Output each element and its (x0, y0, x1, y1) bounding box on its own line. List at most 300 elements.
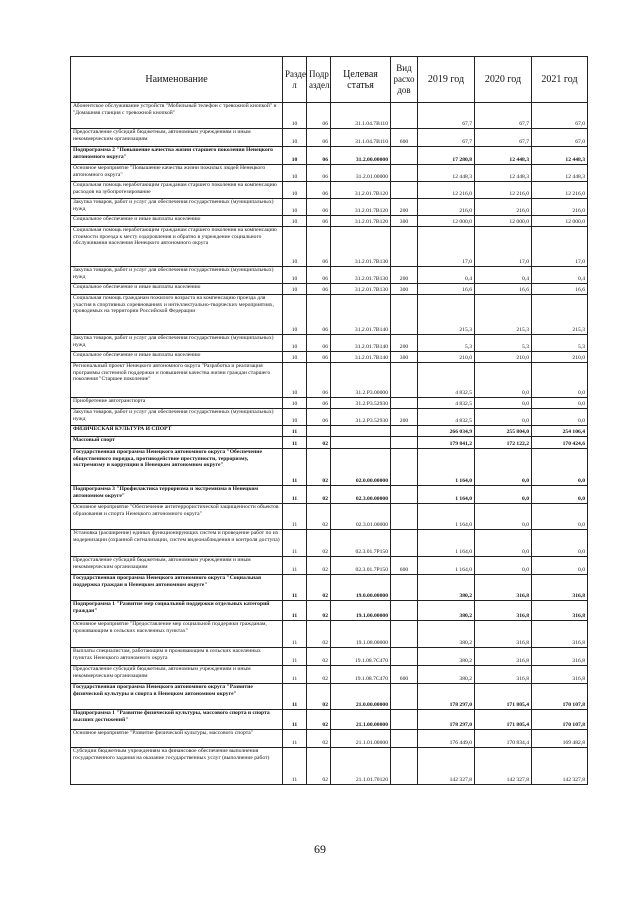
row-2020: 0,0 (475, 557, 532, 575)
row-target-item: 19.1.08.00000 (331, 621, 391, 648)
header-podrazdel: Подр аздел (307, 57, 331, 103)
row-target-item: 31.2.P3.52930 (331, 409, 391, 426)
row-expense-type (391, 437, 418, 449)
row-expense-type (391, 147, 418, 165)
row-2019: 380,2 (418, 666, 475, 684)
row-razdel: 11 (283, 575, 307, 601)
row-expense-type (391, 730, 418, 748)
row-2021: 216,0 (532, 199, 588, 216)
row-name: Подпрограмма 1 "Развитие мер социальной поддержки отдельных категорий граждан" (71, 601, 283, 621)
row-2019: 67,7 (418, 129, 475, 147)
row-podrazdel: 02 (307, 648, 331, 666)
row-razdel: 11 (283, 748, 307, 785)
row-2020: 171 805,4 (475, 684, 532, 710)
row-2020: 0,0 (475, 363, 532, 398)
row-name: Подпрограмма 1 "Развитие физической культуры, массового спорта и спорта высших достижений" (71, 710, 283, 730)
budget-table (70, 56, 588, 785)
header-year-2021: 2021 год (532, 57, 588, 103)
row-podrazdel: 06 (307, 165, 331, 182)
row-2021: 170 107,8 (532, 710, 588, 730)
row-2019: 1 164,0 (418, 557, 475, 575)
row-2019: 17,0 (418, 227, 475, 267)
table-body (71, 103, 588, 785)
row-expense-type: 200 (391, 335, 418, 352)
row-2019: 17 280,8 (418, 147, 475, 165)
row-2019: 16,6 (418, 284, 475, 295)
row-2020: 316,8 (475, 648, 532, 666)
row-2019: 380,2 (418, 601, 475, 621)
table-row (71, 165, 588, 182)
row-2021: 210,0 (532, 352, 588, 363)
row-2019: 380,2 (418, 621, 475, 648)
row-target-item: 19.0.00.00000 (331, 575, 391, 601)
row-2019: 215,3 (418, 295, 475, 335)
row-2020: 0,0 (475, 530, 532, 557)
row-razdel: 10 (283, 363, 307, 398)
row-target-item: 21.1.00.00000 (331, 710, 391, 730)
row-podrazdel: 06 (307, 216, 331, 227)
row-2021: 17,0 (532, 227, 588, 267)
row-2021: 67,0 (532, 129, 588, 147)
row-expense-type: 300 (391, 216, 418, 227)
row-target-item: 31.2.00.00000 (331, 147, 391, 165)
row-target-item: 21.0.00.00000 (331, 684, 391, 710)
row-2020: 210,0 (475, 352, 532, 363)
header-year-2019: 2019 год (418, 57, 475, 103)
table-row (71, 352, 588, 363)
row-podrazdel: 06 (307, 267, 331, 284)
row-2021: 0,0 (532, 504, 588, 530)
row-target-item: 31.2.01.7В130 (331, 284, 391, 295)
row-2019: 67,7 (418, 103, 475, 129)
row-podrazdel: 02 (307, 530, 331, 557)
row-2020: 12 000,0 (475, 216, 532, 227)
row-name: Социальная помощь гражданам пожилого возраста на компенсацию проезда для участия в спортивных соревнованиях и интеллектуально-творческих мероприятиях, проводимых на территории Российской Федерации (71, 295, 283, 335)
row-2021: 5,3 (532, 335, 588, 352)
row-name: Предоставление субсидий бюджетным, автономным учреждениям и иным некоммерческим организациям (71, 129, 283, 147)
row-expense-type (391, 227, 418, 267)
row-2019: 5,3 (418, 335, 475, 352)
row-razdel: 10 (283, 398, 307, 409)
row-name: Приобретение автотранспорта (71, 398, 283, 409)
row-name: Предоставление субсидий бюджетным, автономным учреждениям и иным некоммерческим организациям (71, 666, 283, 684)
row-2020: 316,8 (475, 621, 532, 648)
table-row (71, 227, 588, 267)
row-name: Установка (расширение) единых функционирующих систем и проведение работ по их модернизации (охранной сигнализации, систем видеонаблюдения и контроля доступа) (71, 530, 283, 557)
row-name: Социальное обеспечение и иные выплаты населению (71, 284, 283, 295)
row-razdel: 10 (283, 267, 307, 284)
row-2020: 16,6 (475, 284, 532, 295)
row-2020: 5,3 (475, 335, 532, 352)
row-target-item: 31.2.01.7В140 (331, 335, 391, 352)
row-target-item (331, 437, 391, 449)
row-2020: 12 448,3 (475, 147, 532, 165)
row-target-item: 21.1.01.70120 (331, 748, 391, 785)
row-2020: 316,8 (475, 666, 532, 684)
row-podrazdel: 06 (307, 409, 331, 426)
row-razdel: 11 (283, 648, 307, 666)
header-razdel: Разде л (283, 57, 307, 103)
row-target-item: 31.2.01.7В120 (331, 182, 391, 199)
row-podrazdel: 06 (307, 129, 331, 147)
row-razdel: 11 (283, 504, 307, 530)
row-2020: 12 448,3 (475, 165, 532, 182)
row-2021: 0,0 (532, 486, 588, 504)
row-2020: 0,0 (475, 409, 532, 426)
row-2021: 316,8 (532, 621, 588, 648)
row-razdel: 10 (283, 227, 307, 267)
row-podrazdel: 02 (307, 684, 331, 710)
row-podrazdel: 06 (307, 199, 331, 216)
row-name: Региональный проект Ненецкого автономного округа "Разработка и реализация программы системной поддержки и повышения качества жизни граждан старшего поколения "Старшее поколение" (71, 363, 283, 398)
table-row (71, 437, 588, 449)
row-2019: 380,2 (418, 575, 475, 601)
row-target-item: 31.1.04.7В110 (331, 129, 391, 147)
row-name: Государственная программа Ненецкого автономного округа "Развитие физической культуры и спорта в Ненецком автономном округе" (71, 684, 283, 710)
row-expense-type (391, 684, 418, 710)
table-row (71, 103, 588, 129)
row-2020: 67,7 (475, 129, 532, 147)
table-row (71, 684, 588, 710)
row-expense-type: 600 (391, 129, 418, 147)
table-row (71, 601, 588, 621)
table-row (71, 748, 588, 785)
row-expense-type (391, 648, 418, 666)
table-row (71, 486, 588, 504)
row-2021: 0,0 (532, 409, 588, 426)
row-razdel: 10 (283, 165, 307, 182)
row-2021: 316,8 (532, 648, 588, 666)
row-name: Закупка товаров, работ и услуг для обеспечения государственных (муниципальных) нужд (71, 199, 283, 216)
row-2020: 216,0 (475, 199, 532, 216)
row-podrazdel (307, 426, 331, 437)
row-2021: 0,0 (532, 363, 588, 398)
row-razdel: 11 (283, 426, 307, 437)
row-2021: 12 448,3 (532, 165, 588, 182)
row-2021: 316,8 (532, 575, 588, 601)
row-expense-type (391, 748, 418, 785)
row-target-item: 02.3.00.00000 (331, 486, 391, 504)
row-razdel: 10 (283, 284, 307, 295)
table-row (71, 449, 588, 486)
row-razdel: 10 (283, 335, 307, 352)
row-2020: 142 327,8 (475, 748, 532, 785)
row-name: Выплаты специалистам, работающим и проживающим в сельских населенных пунктах Ненецкого автономного округа (71, 648, 283, 666)
row-expense-type (391, 426, 418, 437)
row-expense-type (391, 621, 418, 648)
page-number: 69 (314, 842, 326, 856)
row-name: Основное мероприятие "Обеспечение антитеррористической защищенности объектов образования и спорта Ненецкого автономного округа" (71, 504, 283, 530)
row-name: Абонентское обслуживание устройств "Мобильный телефон с тревожной кнопкой" и "Домашняя станция с тревожной кнопкой" (71, 103, 283, 129)
row-name: Социальная помощь неработающим гражданам старшего поколения на компенсацию расходов на зубопротезирование (71, 182, 283, 199)
header-expense-type: Вид расхо дов (391, 57, 418, 103)
row-2020: 171 805,4 (475, 710, 532, 730)
row-podrazdel: 02 (307, 504, 331, 530)
row-target-item: 02.3.01.7Р150 (331, 557, 391, 575)
row-podrazdel: 02 (307, 486, 331, 504)
row-razdel: 10 (283, 182, 307, 199)
row-target-item: 19.1.08.7С470 (331, 648, 391, 666)
table-row (71, 648, 588, 666)
row-target-item: 31.2.01.7В130 (331, 227, 391, 267)
header-target-item: Целевая статья (331, 57, 391, 103)
row-expense-type (391, 710, 418, 730)
row-2020: 0,0 (475, 486, 532, 504)
row-target-item: 31.1.04.7В110 (331, 103, 391, 129)
row-name: Основное мероприятие "Развитие физической культуры, массового спорта" (71, 730, 283, 748)
row-2019: 1 164,0 (418, 530, 475, 557)
row-razdel: 11 (283, 601, 307, 621)
row-target-item: 31.2.01.7В130 (331, 267, 391, 284)
table-row (71, 335, 588, 352)
row-podrazdel: 06 (307, 352, 331, 363)
row-2021: 0,0 (532, 530, 588, 557)
row-2020: 0,0 (475, 449, 532, 486)
row-2019: 176 449,0 (418, 730, 475, 748)
row-2021: 12 448,3 (532, 147, 588, 165)
row-2019: 4 832,5 (418, 363, 475, 398)
row-2019: 266 034,9 (418, 426, 475, 437)
row-2021: 0,0 (532, 449, 588, 486)
table-row (71, 129, 588, 147)
row-2019: 1 164,0 (418, 504, 475, 530)
row-razdel: 10 (283, 352, 307, 363)
row-target-item: 02.3.01.7Р150 (331, 530, 391, 557)
row-2020: 0,0 (475, 398, 532, 409)
row-expense-type (391, 398, 418, 409)
row-2020: 12 216,0 (475, 182, 532, 199)
row-expense-type: 600 (391, 557, 418, 575)
row-2021: 170 107,8 (532, 684, 588, 710)
row-razdel: 11 (283, 710, 307, 730)
row-expense-type: 300 (391, 352, 418, 363)
row-2019: 179 841,2 (418, 437, 475, 449)
row-target-item: 31.2.01.7В120 (331, 216, 391, 227)
row-target-item: 19.1.08.7С470 (331, 666, 391, 684)
row-2020: 0,0 (475, 504, 532, 530)
row-podrazdel: 02 (307, 621, 331, 648)
row-podrazdel: 06 (307, 398, 331, 409)
row-razdel: 10 (283, 129, 307, 147)
table-row (71, 575, 588, 601)
row-2021: 12 216,0 (532, 182, 588, 199)
row-expense-type: 200 (391, 267, 418, 284)
table-row (71, 147, 588, 165)
row-2020: 17,0 (475, 227, 532, 267)
table-row (71, 426, 588, 437)
row-name: Социальная помощь неработающим гражданам старшего поколения на компенсацию стоимости проезда к месту оздоровления и обратно в учреждение социального обслуживания населения Ненецкого автономного округа (71, 227, 283, 267)
row-2019: 12 000,0 (418, 216, 475, 227)
row-2020: 172 122,2 (475, 437, 532, 449)
row-target-item: 31.2.01.7В120 (331, 199, 391, 216)
row-target-item (331, 426, 391, 437)
row-name: Подпрограмма 2 "Повышение качества жизни старшего поколения Ненецкого автономного округа" (71, 147, 283, 165)
row-2019: 4 832,5 (418, 409, 475, 426)
header-name: Наименование (71, 57, 283, 103)
row-razdel: 11 (283, 449, 307, 486)
row-2019: 216,0 (418, 199, 475, 216)
row-razdel: 11 (283, 730, 307, 748)
row-name: Массовый спорт (71, 437, 283, 449)
table-row (71, 363, 588, 398)
row-2019: 380,2 (418, 648, 475, 666)
row-razdel: 11 (283, 621, 307, 648)
row-razdel: 10 (283, 199, 307, 216)
row-expense-type (391, 449, 418, 486)
row-target-item: 31.2.P3.52930 (331, 398, 391, 409)
row-podrazdel: 06 (307, 147, 331, 165)
row-razdel: 10 (283, 216, 307, 227)
row-target-item: 19.1.00.00000 (331, 601, 391, 621)
row-name: Предоставление субсидий бюджетным, автономным учреждениям и иным некоммерческим организациям (71, 557, 283, 575)
row-name: Подпрограмма 3 "Профилактика терроризма и экстремизма в Ненецком автономном округе" (71, 486, 283, 504)
row-2020: 0,4 (475, 267, 532, 284)
table-row (71, 216, 588, 227)
row-podrazdel: 02 (307, 449, 331, 486)
row-2021: 215,3 (532, 295, 588, 335)
row-2020: 170 834,4 (475, 730, 532, 748)
row-expense-type (391, 601, 418, 621)
row-2021: 0,4 (532, 267, 588, 284)
row-2019: 178 297,0 (418, 684, 475, 710)
table-row (71, 621, 588, 648)
row-razdel: 11 (283, 684, 307, 710)
row-expense-type (391, 165, 418, 182)
row-target-item: 31.2.01.7В140 (331, 295, 391, 335)
row-2021: 16,6 (532, 284, 588, 295)
row-razdel: 10 (283, 409, 307, 426)
row-2019: 12 216,0 (418, 182, 475, 199)
row-podrazdel: 06 (307, 227, 331, 267)
row-expense-type (391, 182, 418, 199)
row-2019: 1 164,0 (418, 486, 475, 504)
row-2021: 0,0 (532, 398, 588, 409)
row-2020: 316,8 (475, 601, 532, 621)
row-name: Субсидии бюджетным учреждениям на финансовое обеспечение выполнения государственного задания на оказание государственных услуг (выполнение работ) (71, 748, 283, 785)
row-2020: 316,8 (475, 575, 532, 601)
table-header (71, 57, 588, 103)
row-name: Государственная программа Ненецкого автономного округа "Социальная поддержка граждан в Ненецком автономном округе" (71, 575, 283, 601)
row-2019: 210,0 (418, 352, 475, 363)
row-podrazdel: 06 (307, 284, 331, 295)
row-podrazdel: 02 (307, 557, 331, 575)
row-razdel: 10 (283, 147, 307, 165)
row-target-item: 31.2.P3.00000 (331, 363, 391, 398)
row-target-item: 21.1.01.00000 (331, 730, 391, 748)
row-razdel: 11 (283, 486, 307, 504)
row-expense-type: 200 (391, 409, 418, 426)
row-2021: 12 000,0 (532, 216, 588, 227)
row-expense-type (391, 103, 418, 129)
row-name: Основное мероприятие "Предоставление мер социальной поддержки гражданам, проживающим в сельских населенных пунктах" (71, 621, 283, 648)
row-name: Государственная программа Ненецкого автономного округа "Обеспечение общественного порядка, противодействие преступности, терроризму, экстремизму и коррупции в Ненецком автономном округе" (71, 449, 283, 486)
row-target-item: 02.0.00.00000 (331, 449, 391, 486)
table-row (71, 398, 588, 409)
row-2021: 254 106,4 (532, 426, 588, 437)
row-expense-type (391, 295, 418, 335)
row-razdel: 11 (283, 437, 307, 449)
row-2019: 142 327,8 (418, 748, 475, 785)
row-expense-type (391, 575, 418, 601)
row-name: Социальное обеспечение и иные выплаты населению (71, 352, 283, 363)
table-row (71, 504, 588, 530)
table-row (71, 730, 588, 748)
row-podrazdel: 02 (307, 730, 331, 748)
row-2019: 12 448,3 (418, 165, 475, 182)
row-expense-type: 600 (391, 666, 418, 684)
table-row (71, 666, 588, 684)
row-expense-type (391, 504, 418, 530)
row-name: Социальное обеспечение и иные выплаты населению (71, 216, 283, 227)
row-target-item: 31.2.01.7В140 (331, 352, 391, 363)
row-razdel: 11 (283, 666, 307, 684)
row-podrazdel: 02 (307, 437, 331, 449)
row-2019: 178 297,0 (418, 710, 475, 730)
row-podrazdel: 06 (307, 335, 331, 352)
row-expense-type (391, 530, 418, 557)
row-2021: 0,0 (532, 557, 588, 575)
row-target-item: 31.2.01.00000 (331, 165, 391, 182)
row-podrazdel: 06 (307, 103, 331, 129)
row-2021: 316,8 (532, 666, 588, 684)
row-podrazdel: 02 (307, 601, 331, 621)
row-razdel: 10 (283, 295, 307, 335)
row-expense-type (391, 363, 418, 398)
row-podrazdel: 06 (307, 182, 331, 199)
table-row (71, 295, 588, 335)
row-2019: 1 164,0 (418, 449, 475, 486)
row-expense-type (391, 486, 418, 504)
table-row (71, 710, 588, 730)
table-row (71, 284, 588, 295)
row-podrazdel: 02 (307, 666, 331, 684)
row-razdel: 11 (283, 530, 307, 557)
budget-table-sheet (70, 56, 587, 785)
table-row (71, 409, 588, 426)
table-row (71, 557, 588, 575)
row-2021: 170 424,6 (532, 437, 588, 449)
row-expense-type: 300 (391, 284, 418, 295)
row-razdel: 11 (283, 557, 307, 575)
row-podrazdel: 06 (307, 295, 331, 335)
table-row (71, 199, 588, 216)
row-expense-type: 200 (391, 199, 418, 216)
row-2021: 67,0 (532, 103, 588, 129)
row-2021: 142 327,8 (532, 748, 588, 785)
row-podrazdel: 06 (307, 363, 331, 398)
row-name: Закупка товаров, работ и услуг для обеспечения государственных (муниципальных) нужд (71, 409, 283, 426)
table-row (71, 530, 588, 557)
row-name: Закупка товаров, работ и услуг для обеспечения государственных (муниципальных) нужд (71, 335, 283, 352)
row-2019: 4 832,5 (418, 398, 475, 409)
row-name: Основное мероприятие "Повышение качества жизни пожилых людей Ненецкого автономного округа" (71, 165, 283, 182)
row-podrazdel: 02 (307, 710, 331, 730)
row-target-item: 02.3.01.00000 (331, 504, 391, 530)
row-podrazdel: 02 (307, 748, 331, 785)
row-podrazdel: 02 (307, 575, 331, 601)
row-2020: 215,3 (475, 295, 532, 335)
row-name: Закупка товаров, работ и услуг для обеспечения государственных (муниципальных) нужд (71, 267, 283, 284)
table-row (71, 182, 588, 199)
row-2020: 255 804,0 (475, 426, 532, 437)
row-name: ФИЗИЧЕСКАЯ КУЛЬТУРА И СПОРТ (71, 426, 283, 437)
row-2020: 67,7 (475, 103, 532, 129)
row-2021: 169 482,8 (532, 730, 588, 748)
row-2019: 0,4 (418, 267, 475, 284)
header-year-2020: 2020 год (475, 57, 532, 103)
row-razdel: 10 (283, 103, 307, 129)
row-2021: 316,8 (532, 601, 588, 621)
